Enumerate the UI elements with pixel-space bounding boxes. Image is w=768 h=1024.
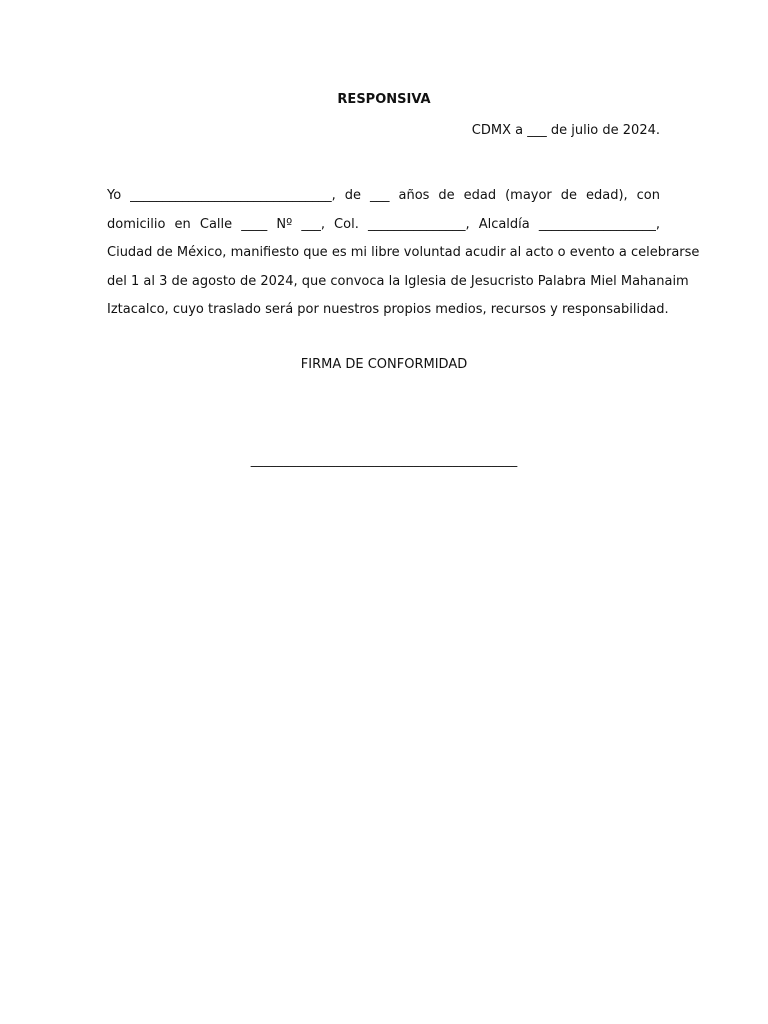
date-line: CDMX a ___ de julio de 2024.: [471, 123, 660, 138]
paragraph-line-4: del 1 al 3 de agosto de 2024, que convoca la Iglesia de Jesucristo Palabra Miel Mahanaim: [107, 273, 689, 289]
document-title: RESPONSIVA: [337, 92, 431, 107]
paragraph-line-5: Iztacalco, cuyo traslado será por nuestros propios medios, recursos y responsabilidad.: [107, 302, 669, 317]
paragraph-line-1: Yo _______________________________, de ___ años de edad (mayor de edad), con: [107, 188, 660, 203]
paragraph-line-3: Ciudad de México, manifiesto que es mi libre voluntad acudir al acto o evento a celebrarse: [107, 245, 700, 260]
declaration-paragraph: [107, 182, 700, 325]
paragraph-line-2: domicilio en Calle ____ Nº ___, Col. _______________, Alcaldía __________________,: [107, 216, 660, 232]
signature-caption: FIRMA DE CONFORMIDAD: [300, 357, 468, 372]
signature-line: _________________________________________: [250, 453, 518, 468]
